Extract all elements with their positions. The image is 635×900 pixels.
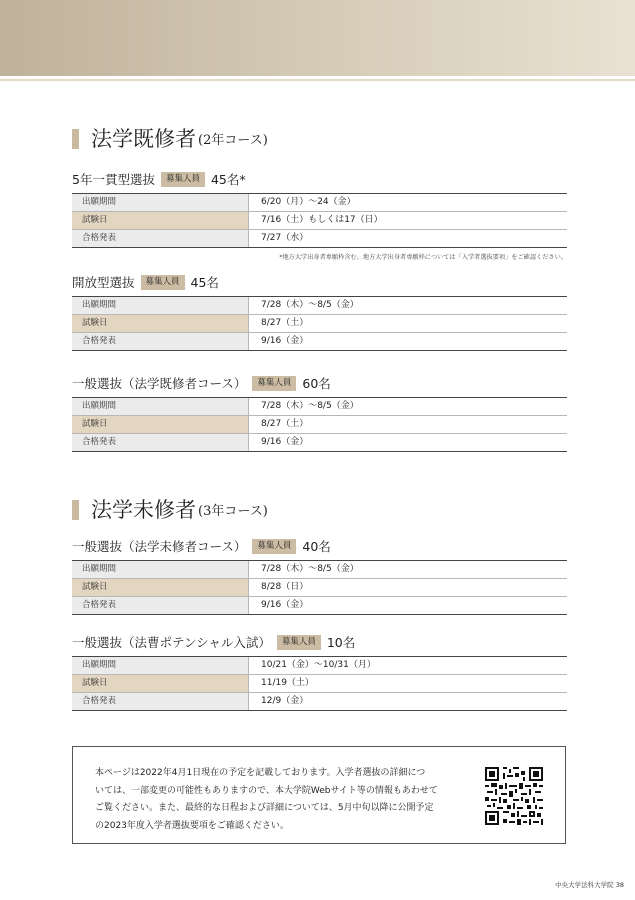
- page-footer: 中央大学法科大学院 38: [555, 881, 624, 889]
- block-title-row: [72, 537, 567, 555]
- table-row: [72, 314, 567, 332]
- block-5nen-ikkan: [72, 170, 567, 261]
- header-divider: [0, 79, 635, 81]
- table-row: [72, 433, 567, 451]
- section-heading-mishusha: [72, 493, 268, 523]
- section-title: 法学既修者: [91, 127, 196, 151]
- block-hoso-potential: [72, 633, 567, 711]
- row-value: 8/27（土）: [248, 416, 567, 433]
- table-row: [72, 211, 567, 229]
- schedule-table: [72, 656, 567, 711]
- schedule-table: [72, 397, 567, 452]
- row-label: 試験日: [72, 212, 248, 229]
- table-row: [72, 415, 567, 433]
- row-label: 合格発表: [72, 597, 248, 614]
- section-title: 法学未修者: [91, 498, 196, 522]
- row-label: 合格発表: [72, 230, 248, 247]
- quota-value: 60名: [302, 376, 331, 391]
- quota-badge: 募集人員: [161, 172, 205, 187]
- row-label: 試験日: [72, 579, 248, 596]
- row-label: 合格発表: [72, 434, 248, 451]
- row-value: 7/28（木）〜8/5（金）: [248, 297, 567, 314]
- row-value: 10/21（金）〜10/31（月）: [248, 657, 567, 674]
- schedule-table: [72, 193, 567, 248]
- block-title-row: [72, 273, 567, 291]
- info-text: [95, 765, 470, 835]
- row-value: 8/27（土）: [248, 315, 567, 332]
- quota-value: 45名: [190, 275, 219, 290]
- block-title: 一般選抜（法学未修者コース）: [72, 539, 247, 554]
- row-label: 試験日: [72, 416, 248, 433]
- block-ippan-kishusha: [72, 374, 567, 452]
- quota-value: 45名*: [210, 172, 246, 187]
- table-row: [72, 578, 567, 596]
- heading-accent-bar: [72, 129, 79, 149]
- section-heading-kishusha: [72, 122, 268, 152]
- info-line: いては、一部変更の可能性もありますので、本大学院Webサイト等の情報もあわせて: [95, 785, 438, 796]
- table-row: [72, 596, 567, 614]
- row-value: 11/19（土）: [248, 675, 567, 692]
- row-value: 9/16（金）: [248, 333, 567, 350]
- table-row: [72, 229, 567, 247]
- row-value: 7/28（木）〜8/5（金）: [248, 561, 567, 578]
- quota-badge: 募集人員: [252, 539, 296, 554]
- block-title-row: [72, 374, 567, 392]
- table-row: [72, 674, 567, 692]
- heading-accent-bar: [72, 500, 79, 520]
- section-subtitle: (3年コース): [198, 504, 268, 519]
- row-label: 試験日: [72, 675, 248, 692]
- block-title: 一般選抜（法曹ポテンシャル入試）: [72, 635, 271, 650]
- info-line: ご覧ください。また、最終的な日程および詳細については、5月中旬以降に公開予定: [95, 803, 434, 813]
- row-label: 出願期間: [72, 561, 248, 578]
- quota-badge: 募集人員: [141, 275, 185, 290]
- row-label: 出願期間: [72, 194, 248, 211]
- table-row: [72, 398, 567, 415]
- row-label: 合格発表: [72, 333, 248, 350]
- quota-value: 10名: [326, 635, 356, 650]
- quota-badge: 募集人員: [277, 635, 321, 650]
- row-value: 7/16（土）もしくは17（日）: [248, 212, 567, 229]
- block-title: 開放型選抜: [72, 275, 135, 290]
- table-row: [72, 561, 567, 578]
- block-title: 5年一貫型選抜: [72, 172, 155, 187]
- row-value: 12/9（金）: [248, 693, 567, 710]
- table-row: [72, 692, 567, 710]
- section-subtitle: (2年コース): [198, 133, 268, 148]
- info-line: の2023年度入学者選抜要項をご確認ください。: [95, 820, 289, 831]
- row-value: 7/28（木）〜8/5（金）: [248, 398, 567, 415]
- block-title-row: [72, 170, 567, 188]
- table-row: [72, 657, 567, 674]
- row-label: 出願期間: [72, 657, 248, 674]
- row-value: 8/28（日）: [248, 579, 567, 596]
- header-band: [0, 0, 635, 76]
- quota-value: 40名: [302, 539, 331, 554]
- info-box: [72, 746, 566, 844]
- row-value: 9/16（金）: [248, 434, 567, 451]
- qr-code-icon[interactable]: [485, 767, 543, 825]
- schedule-table: [72, 560, 567, 615]
- info-line: 本ページは2022年4月1日現在の予定を記載しております。入学者選抜の詳細につ: [95, 768, 426, 778]
- block-ippan-mishusha: [72, 537, 567, 615]
- row-label: 出願期間: [72, 398, 248, 415]
- row-label: 試験日: [72, 315, 248, 332]
- row-value: 7/27（水）: [248, 230, 567, 247]
- table-row: [72, 194, 567, 211]
- block-title-row: [72, 633, 567, 651]
- row-label: 合格発表: [72, 693, 248, 710]
- block-title: 一般選抜（法学既修者コース）: [72, 376, 247, 391]
- row-label: 出願期間: [72, 297, 248, 314]
- block-kaiho: [72, 273, 567, 351]
- row-value: 6/20（月）〜24（金）: [248, 194, 567, 211]
- row-value: 9/16（金）: [248, 597, 567, 614]
- table-row: [72, 332, 567, 350]
- footnote: *地方大学出身者専願枠含む。地方大学出身者専願枠については「入学者選抜要項」をご確認ください。: [279, 254, 567, 261]
- quota-badge: 募集人員: [252, 376, 296, 391]
- schedule-table: [72, 296, 567, 351]
- table-row: [72, 297, 567, 314]
